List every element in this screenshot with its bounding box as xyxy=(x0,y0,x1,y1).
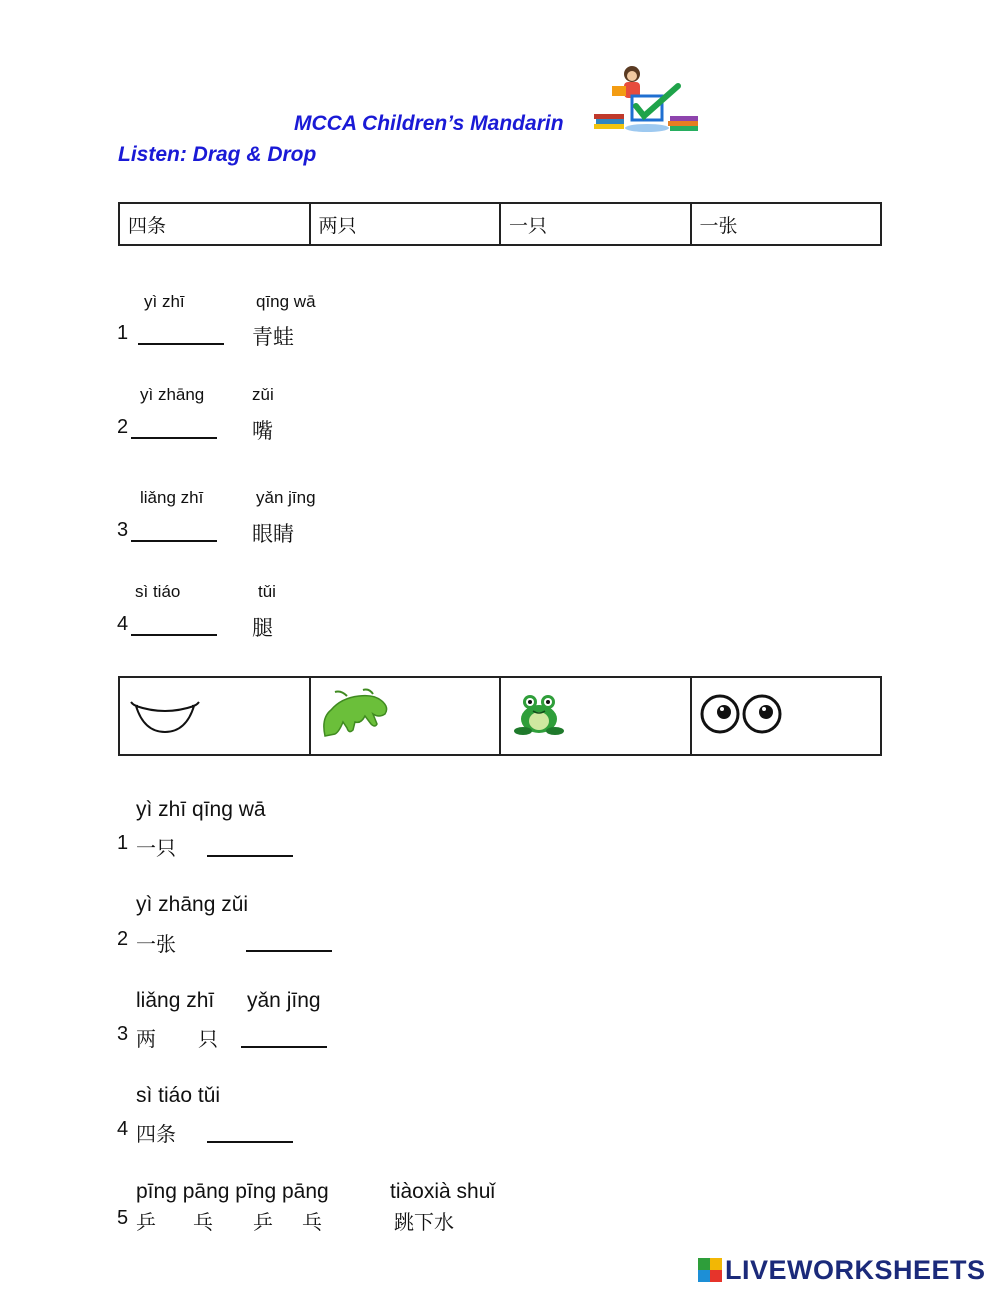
picture-bank-table xyxy=(118,676,882,756)
picture-bank-cell[interactable] xyxy=(691,677,882,755)
picture-drop-zone[interactable] xyxy=(241,1046,327,1048)
picture-bank-cell[interactable] xyxy=(500,677,691,755)
onomatopoeia-char: 乒 xyxy=(253,1212,273,1234)
noun-text: 眼睛 xyxy=(252,523,294,546)
pinyin-noun: yǎn jīng xyxy=(247,989,321,1012)
noun-text: 嘴 xyxy=(252,420,273,443)
pinyin-measure: liǎng zhī xyxy=(136,989,215,1012)
item-number: 5 xyxy=(117,1207,129,1229)
liveworksheets-logo xyxy=(698,1254,986,1286)
answer-drop-zone[interactable] xyxy=(131,540,217,542)
answer-drop-zone[interactable] xyxy=(131,634,217,636)
pinyin-phrase: pīng pāng pīng pāng xyxy=(136,1180,329,1203)
answer-drop-zone[interactable] xyxy=(138,343,224,345)
pinyin-measure: yì zhī xyxy=(144,292,185,311)
frog-icon xyxy=(509,689,569,739)
word-bank-cell[interactable]: 一张 xyxy=(691,203,882,245)
picture-drop-zone[interactable] xyxy=(207,1141,293,1143)
pinyin-noun: tǔi xyxy=(258,582,276,601)
noun-text: 青蛙 xyxy=(252,326,294,349)
pinyin-noun: zǔi xyxy=(252,385,274,404)
frog-legs-icon xyxy=(319,688,391,740)
item-number: 1 xyxy=(117,322,129,344)
word-bank-cell[interactable]: 一只 xyxy=(500,203,691,245)
liveworksheets-mark-icon xyxy=(698,1258,722,1282)
pinyin-noun: yǎn jīng xyxy=(256,488,316,507)
item-number: 4 xyxy=(117,1118,129,1140)
item-number: 3 xyxy=(117,1023,129,1045)
answer-drop-zone[interactable] xyxy=(131,437,217,439)
pinyin-measure: sì tiáo xyxy=(135,582,181,601)
noun-text: 腿 xyxy=(252,617,273,640)
brand-text: LIVEWORKSHEETS xyxy=(725,1254,986,1285)
pinyin-phrase: yì zhī qīng wā xyxy=(136,798,266,821)
word-bank-cell[interactable]: 四条 xyxy=(119,203,310,245)
onomatopoeia-char: 乓 xyxy=(193,1212,213,1234)
item-number: 2 xyxy=(117,928,129,950)
picture-bank-cell[interactable] xyxy=(119,677,310,755)
pinyin-noun: qīng wā xyxy=(256,292,316,311)
teacher-with-checkbox-icon xyxy=(592,64,702,136)
measure-text: 两 xyxy=(136,1029,156,1051)
item-number: 4 xyxy=(117,613,129,635)
eyes-icon xyxy=(700,692,784,736)
item-number: 2 xyxy=(117,416,129,438)
worksheet-title: MCCA Children’s Mandarin xyxy=(294,112,564,135)
measure-text: 一只 xyxy=(136,838,176,860)
measure-text: 四条 xyxy=(136,1124,176,1146)
pinyin-phrase: sì tiáo tǔi xyxy=(136,1084,221,1107)
picture-drop-zone[interactable] xyxy=(246,950,332,952)
onomatopoeia-char: 乓 xyxy=(302,1212,322,1234)
picture-drop-zone[interactable] xyxy=(207,855,293,857)
onomatopoeia-char: 乒 xyxy=(136,1212,156,1234)
pinyin-measure: yì zhāng xyxy=(140,385,205,404)
phrase-text: 跳下水 xyxy=(394,1212,454,1234)
pinyin-measure: liǎng zhī xyxy=(140,488,204,507)
worksheet-subtitle: Listen: Drag & Drop xyxy=(118,143,317,166)
pinyin-phrase: tiàoxià shuǐ xyxy=(390,1180,496,1203)
smiling-mouth-icon xyxy=(128,694,202,734)
measure-text: 只 xyxy=(198,1029,218,1051)
measure-text: 一张 xyxy=(136,934,176,956)
word-bank-cell[interactable]: 两只 xyxy=(310,203,501,245)
pinyin-phrase: yì zhāng zǔi xyxy=(136,893,249,916)
picture-bank-cell[interactable] xyxy=(310,677,501,755)
word-bank-table xyxy=(118,202,882,246)
item-number: 1 xyxy=(117,832,129,854)
item-number: 3 xyxy=(117,519,129,541)
